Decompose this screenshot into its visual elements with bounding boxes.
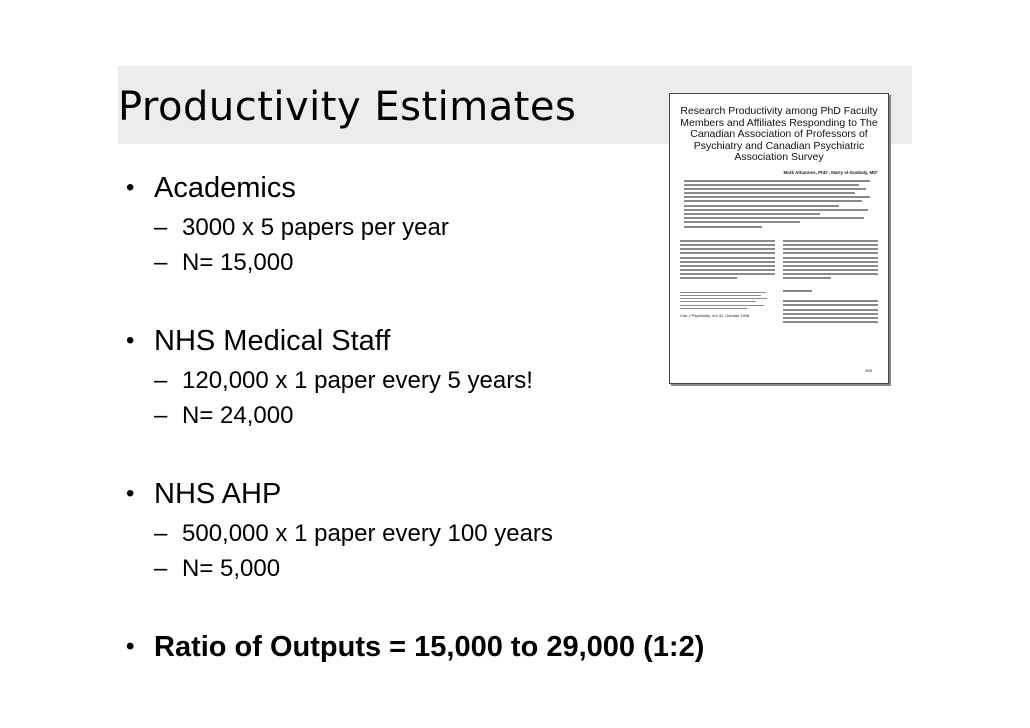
sub-item: N= 15,000	[182, 249, 294, 276]
dash-marker: –	[154, 520, 168, 547]
journal-reference: Can J Psychiatry, Vol 41, October 1996	[680, 312, 750, 318]
article-title: Research Productivity among PhD Faculty Members and Affiliates Responding to The Canadian Association of Professors of Psychiatry and Canadian Psychiatric Association Survey	[680, 105, 878, 163]
dash-marker: –	[154, 214, 168, 241]
bullet-nhs-ahp	[126, 472, 766, 586]
bullet-marker: •	[126, 174, 135, 201]
dash-marker: –	[154, 555, 168, 582]
bullet-marker: •	[126, 480, 135, 507]
conclusion-text: Ratio of Outputs = 15,000 to 29,000 (1:2)	[154, 631, 705, 663]
dash-marker: –	[154, 367, 168, 394]
dash-marker: –	[154, 402, 168, 429]
sub-item: N= 5,000	[182, 555, 281, 582]
sub-item: 500,000 x 1 paper every 100 years	[182, 520, 553, 547]
bullet-label: NHS Medical Staff	[154, 325, 391, 357]
bullet-conclusion	[126, 625, 766, 669]
article-authors: Mark Attiannes, PhD¹, Marty el-Guebaly, MD²	[783, 169, 878, 175]
sub-item: 120,000 x 1 paper every 5 years!	[182, 367, 533, 394]
bullet-marker: •	[126, 633, 135, 660]
bullet-label: Academics	[154, 172, 296, 204]
dash-marker: –	[154, 249, 168, 276]
page-number: 505	[865, 368, 872, 373]
article-thumbnail	[669, 93, 889, 384]
bullet-marker: •	[126, 327, 135, 354]
sub-item: N= 24,000	[182, 402, 294, 429]
bullet-label: NHS AHP	[154, 478, 282, 510]
slide-title: Productivity Estimates	[118, 84, 577, 130]
article-abstract	[684, 180, 878, 228]
sub-item: 3000 x 5 papers per year	[182, 214, 449, 241]
article-body	[680, 238, 878, 326]
